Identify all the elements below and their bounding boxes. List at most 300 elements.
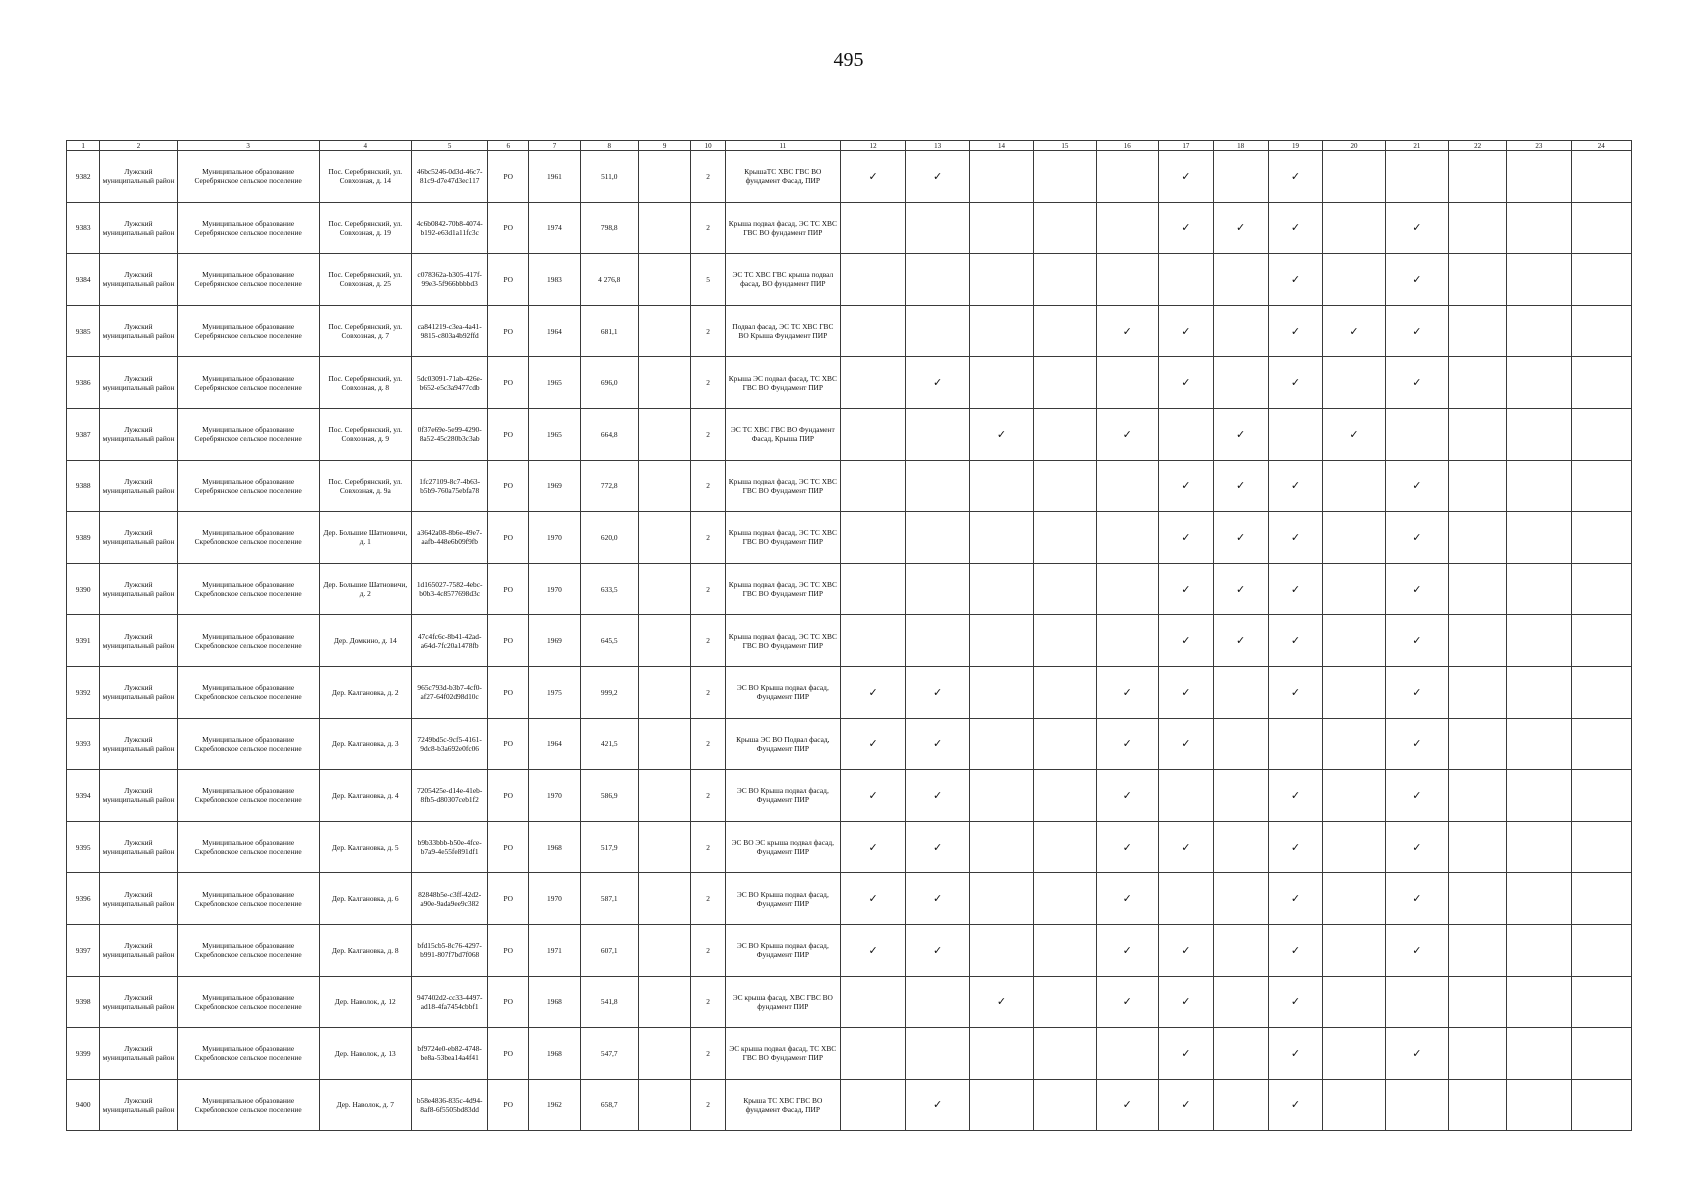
empty-cell: [1034, 512, 1096, 564]
column-9-value-cell: [638, 976, 691, 1028]
district-cell: Лужский муниципальный район: [100, 976, 177, 1028]
empty-cell: [969, 615, 1033, 667]
empty-cell: [840, 1028, 906, 1080]
empty-cell: [1571, 563, 1631, 615]
planned-works-cell: ЭС ВО Крыша подвал фасад, Фундамент ПИР: [725, 873, 840, 925]
record-type-cell: РО: [488, 718, 529, 770]
check-mark-icon: ✓: [1158, 151, 1213, 203]
row-number-cell: 9386: [67, 357, 100, 409]
column-header-2: 2: [100, 141, 177, 151]
total-area-cell: 681,1: [580, 305, 638, 357]
municipality-cell: Муниципальное образование Серебрянское сельское поселение: [177, 408, 319, 460]
table-row: [67, 924, 1632, 976]
column-header-1: 1: [67, 141, 100, 151]
house-guid-cell: a3642a08-8b6e-49e7-aafb-448e6b09f9fb: [412, 512, 488, 564]
column-10-value-cell: 2: [691, 408, 725, 460]
empty-cell: [1096, 615, 1158, 667]
check-mark-icon: ✓: [1096, 976, 1158, 1028]
empty-cell: [1323, 770, 1385, 822]
address-cell: Дер. Большие Шатновичи, д. 1: [319, 512, 411, 564]
row-number-cell: 9382: [67, 151, 100, 203]
check-mark-icon: ✓: [1385, 666, 1448, 718]
build-year-cell: 1969: [529, 615, 581, 667]
empty-cell: [1449, 666, 1507, 718]
house-guid-cell: 47c4fc6c-8b41-42ad-a64d-7fc20a1478fb: [412, 615, 488, 667]
empty-cell: [1034, 821, 1096, 873]
empty-cell: [1449, 460, 1507, 512]
house-guid-cell: 4c6b0842-70b8-4074-b192-e63d1a11fc3c: [412, 202, 488, 254]
empty-cell: [1323, 202, 1385, 254]
column-10-value-cell: 2: [691, 873, 725, 925]
check-mark-icon: ✓: [1213, 460, 1268, 512]
empty-cell: [1449, 718, 1507, 770]
check-mark-icon: ✓: [1213, 512, 1268, 564]
empty-cell: [1096, 460, 1158, 512]
row-number-cell: 9392: [67, 666, 100, 718]
check-mark-icon: ✓: [1268, 563, 1323, 615]
empty-cell: [1449, 202, 1507, 254]
check-mark-icon: ✓: [1385, 460, 1448, 512]
record-type-cell: РО: [488, 563, 529, 615]
total-area-cell: 620,0: [580, 512, 638, 564]
table-row: [67, 770, 1632, 822]
column-header-19: 19: [1268, 141, 1323, 151]
row-number-cell: 9387: [67, 408, 100, 460]
empty-cell: [1323, 615, 1385, 667]
empty-cell: [1571, 718, 1631, 770]
empty-cell: [1449, 821, 1507, 873]
total-area-cell: 696,0: [580, 357, 638, 409]
empty-cell: [1323, 873, 1385, 925]
column-10-value-cell: 2: [691, 666, 725, 718]
row-number-cell: 9383: [67, 202, 100, 254]
empty-cell: [1571, 1028, 1631, 1080]
empty-cell: [1385, 408, 1448, 460]
record-type-cell: РО: [488, 976, 529, 1028]
empty-cell: [1323, 924, 1385, 976]
check-mark-icon: ✓: [1385, 357, 1448, 409]
check-mark-icon: ✓: [1158, 202, 1213, 254]
check-mark-icon: ✓: [906, 770, 969, 822]
empty-cell: [969, 254, 1033, 306]
empty-cell: [1449, 151, 1507, 203]
empty-cell: [1449, 1079, 1507, 1131]
planned-works-cell: Крыша подвал фасад, ЭС ТС ХВС ГВС ВО Фундамент ПИР: [725, 563, 840, 615]
total-area-cell: 511,0: [580, 151, 638, 203]
build-year-cell: 1970: [529, 512, 581, 564]
check-mark-icon: ✓: [906, 1079, 969, 1131]
check-mark-icon: ✓: [1268, 873, 1323, 925]
check-mark-icon: ✓: [1096, 924, 1158, 976]
address-cell: Пос. Серебрянский, ул. Совхозная, д. 9а: [319, 460, 411, 512]
house-guid-cell: b9b33bbb-b50e-4fce-b7a9-4e55fe891df1: [412, 821, 488, 873]
column-header-3: 3: [177, 141, 319, 151]
empty-cell: [1571, 202, 1631, 254]
page-number: 495: [833, 49, 864, 71]
planned-works-cell: Крыша ЭС ВО Подвал фасад, Фундамент ПИР: [725, 718, 840, 770]
empty-cell: [1449, 512, 1507, 564]
address-cell: Пос. Серебрянский, ул. Совхозная, д. 19: [319, 202, 411, 254]
build-year-cell: 1964: [529, 718, 581, 770]
check-mark-icon: ✓: [1096, 718, 1158, 770]
row-number-cell: 9391: [67, 615, 100, 667]
column-9-value-cell: [638, 718, 691, 770]
empty-cell: [969, 924, 1033, 976]
column-header-10: 10: [691, 141, 725, 151]
empty-cell: [1571, 873, 1631, 925]
total-area-cell: 645,5: [580, 615, 638, 667]
planned-works-cell: Подвал фасад, ЭС ТС ХВС ГВС ВО Крыша Фундамент ПИР: [725, 305, 840, 357]
empty-cell: [1323, 357, 1385, 409]
empty-cell: [1158, 408, 1213, 460]
column-10-value-cell: 2: [691, 305, 725, 357]
empty-cell: [1213, 718, 1268, 770]
check-mark-icon: ✓: [1158, 615, 1213, 667]
check-mark-icon: ✓: [1268, 615, 1323, 667]
check-mark-icon: ✓: [1158, 924, 1213, 976]
row-number-cell: 9393: [67, 718, 100, 770]
record-type-cell: РО: [488, 615, 529, 667]
address-cell: Пос. Серебрянский, ул. Совхозная, д. 9: [319, 408, 411, 460]
check-mark-icon: ✓: [1158, 357, 1213, 409]
municipality-cell: Муниципальное образование Скребловское сельское поселение: [177, 666, 319, 718]
total-area-cell: 658,7: [580, 1079, 638, 1131]
record-type-cell: РО: [488, 512, 529, 564]
check-mark-icon: ✓: [1268, 460, 1323, 512]
record-type-cell: РО: [488, 202, 529, 254]
empty-cell: [1034, 460, 1096, 512]
house-guid-cell: 1fc27109-8c7-4b63-b5b9-760a75ebfa78: [412, 460, 488, 512]
house-guid-cell: b58e4836-835c-4d94-8af8-6f5505bd83dd: [412, 1079, 488, 1131]
empty-cell: [1507, 254, 1571, 306]
column-9-value-cell: [638, 151, 691, 203]
column-header-15: 15: [1034, 141, 1096, 151]
check-mark-icon: ✓: [1268, 357, 1323, 409]
table-row: [67, 512, 1632, 564]
municipality-cell: Муниципальное образование Скребловское сельское поселение: [177, 512, 319, 564]
empty-cell: [1096, 254, 1158, 306]
planned-works-cell: ЭС крыша подвал фасад, ТС ХВС ГВС ВО Фундамент ПИР: [725, 1028, 840, 1080]
empty-cell: [1034, 1079, 1096, 1131]
column-10-value-cell: 2: [691, 976, 725, 1028]
district-cell: Лужский муниципальный район: [100, 512, 177, 564]
municipality-cell: Муниципальное образование Серебрянское сельское поселение: [177, 357, 319, 409]
record-type-cell: РО: [488, 873, 529, 925]
check-mark-icon: ✓: [1158, 821, 1213, 873]
column-9-value-cell: [638, 924, 691, 976]
column-9-value-cell: [638, 305, 691, 357]
check-mark-icon: ✓: [1385, 873, 1448, 925]
empty-cell: [1034, 873, 1096, 925]
empty-cell: [969, 512, 1033, 564]
check-mark-icon: ✓: [840, 666, 906, 718]
municipality-cell: Муниципальное образование Серебрянское сельское поселение: [177, 202, 319, 254]
empty-cell: [906, 563, 969, 615]
empty-cell: [969, 873, 1033, 925]
table-row: [67, 408, 1632, 460]
build-year-cell: 1969: [529, 460, 581, 512]
planned-works-cell: ЭС ВО Крыша подвал фасад, Фундамент ПИР: [725, 666, 840, 718]
empty-cell: [1096, 202, 1158, 254]
check-mark-icon: ✓: [906, 151, 969, 203]
empty-cell: [1034, 615, 1096, 667]
build-year-cell: 1970: [529, 563, 581, 615]
check-mark-icon: ✓: [1096, 770, 1158, 822]
empty-cell: [969, 357, 1033, 409]
empty-cell: [1449, 873, 1507, 925]
municipality-cell: Муниципальное образование Скребловское сельское поселение: [177, 718, 319, 770]
empty-cell: [1571, 460, 1631, 512]
empty-cell: [1323, 460, 1385, 512]
total-area-cell: 999,2: [580, 666, 638, 718]
column-10-value-cell: 2: [691, 615, 725, 667]
total-area-cell: 607,1: [580, 924, 638, 976]
table-row: [67, 151, 1632, 203]
check-mark-icon: ✓: [1268, 512, 1323, 564]
empty-cell: [906, 305, 969, 357]
empty-cell: [1571, 254, 1631, 306]
column-header-9: 9: [638, 141, 691, 151]
row-number-cell: 9395: [67, 821, 100, 873]
column-header-11: 11: [725, 141, 840, 151]
empty-cell: [1213, 666, 1268, 718]
empty-cell: [1034, 770, 1096, 822]
total-area-cell: 664,8: [580, 408, 638, 460]
total-area-cell: 547,7: [580, 1028, 638, 1080]
empty-cell: [1449, 254, 1507, 306]
check-mark-icon: ✓: [1158, 666, 1213, 718]
empty-cell: [1507, 151, 1571, 203]
empty-cell: [1096, 151, 1158, 203]
check-mark-icon: ✓: [969, 408, 1033, 460]
row-number-cell: 9396: [67, 873, 100, 925]
district-cell: Лужский муниципальный район: [100, 460, 177, 512]
table-row: [67, 357, 1632, 409]
column-9-value-cell: [638, 873, 691, 925]
table-row: [67, 976, 1632, 1028]
check-mark-icon: ✓: [1158, 512, 1213, 564]
district-cell: Лужский муниципальный район: [100, 408, 177, 460]
planned-works-cell: Крыша подвал фасад, ЭС ТС ХВС ГВС ВО Фундамент ПИР: [725, 512, 840, 564]
column-header-7: 7: [529, 141, 581, 151]
row-number-cell: 9394: [67, 770, 100, 822]
empty-cell: [1158, 873, 1213, 925]
empty-cell: [969, 305, 1033, 357]
check-mark-icon: ✓: [1158, 718, 1213, 770]
house-guid-cell: c078362a-b305-417f-99e3-5f966bbbbd3: [412, 254, 488, 306]
table-row: [67, 821, 1632, 873]
table-row: [67, 1079, 1632, 1131]
empty-cell: [840, 357, 906, 409]
check-mark-icon: ✓: [1096, 1079, 1158, 1131]
check-mark-icon: ✓: [1158, 1079, 1213, 1131]
check-mark-icon: ✓: [1385, 718, 1448, 770]
empty-cell: [1268, 718, 1323, 770]
municipality-cell: Муниципальное образование Серебрянское сельское поселение: [177, 254, 319, 306]
column-header-22: 22: [1449, 141, 1507, 151]
check-mark-icon: ✓: [1158, 1028, 1213, 1080]
house-guid-cell: 5dc03091-71ab-426e-b652-e5c3a9477cdb: [412, 357, 488, 409]
empty-cell: [1507, 666, 1571, 718]
row-number-cell: 9400: [67, 1079, 100, 1131]
district-cell: Лужский муниципальный район: [100, 718, 177, 770]
column-header-13: 13: [906, 141, 969, 151]
total-area-cell: 421,5: [580, 718, 638, 770]
district-cell: Лужский муниципальный район: [100, 563, 177, 615]
check-mark-icon: ✓: [1268, 1079, 1323, 1131]
empty-cell: [969, 202, 1033, 254]
empty-cell: [1213, 1028, 1268, 1080]
build-year-cell: 1965: [529, 357, 581, 409]
build-year-cell: 1974: [529, 202, 581, 254]
empty-cell: [1096, 563, 1158, 615]
empty-cell: [1034, 202, 1096, 254]
empty-cell: [1571, 924, 1631, 976]
empty-cell: [1449, 976, 1507, 1028]
empty-cell: [969, 770, 1033, 822]
address-cell: Дер. Калгановка, д. 6: [319, 873, 411, 925]
empty-cell: [1507, 512, 1571, 564]
municipality-cell: Муниципальное образование Серебрянское сельское поселение: [177, 151, 319, 203]
empty-cell: [1571, 770, 1631, 822]
house-guid-cell: 947402d2-cc33-4497-ad18-4fa7454cbbf1: [412, 976, 488, 1028]
empty-cell: [1213, 305, 1268, 357]
empty-cell: [969, 460, 1033, 512]
check-mark-icon: ✓: [1096, 305, 1158, 357]
table-row: [67, 202, 1632, 254]
check-mark-icon: ✓: [1158, 305, 1213, 357]
planned-works-cell: Крыша подвал фасад, ЭС ТС ХВС ГВС ВО фундамент ПИР: [725, 202, 840, 254]
empty-cell: [1034, 254, 1096, 306]
row-number-cell: 9390: [67, 563, 100, 615]
empty-cell: [1158, 254, 1213, 306]
column-9-value-cell: [638, 821, 691, 873]
table-body: [67, 151, 1632, 1131]
empty-cell: [1034, 408, 1096, 460]
check-mark-icon: ✓: [1268, 924, 1323, 976]
record-type-cell: РО: [488, 357, 529, 409]
empty-cell: [1507, 1028, 1571, 1080]
column-10-value-cell: 2: [691, 770, 725, 822]
municipality-cell: Муниципальное образование Скребловское сельское поселение: [177, 873, 319, 925]
empty-cell: [1571, 1079, 1631, 1131]
column-header-20: 20: [1323, 141, 1385, 151]
total-area-cell: 4 276,8: [580, 254, 638, 306]
check-mark-icon: ✓: [1213, 563, 1268, 615]
address-cell: Дер. Калгановка, д. 5: [319, 821, 411, 873]
table-row: [67, 460, 1632, 512]
column-9-value-cell: [638, 615, 691, 667]
check-mark-icon: ✓: [906, 924, 969, 976]
table-row: [67, 873, 1632, 925]
district-cell: Лужский муниципальный район: [100, 254, 177, 306]
empty-cell: [1571, 821, 1631, 873]
column-header-6: 6: [488, 141, 529, 151]
column-10-value-cell: 2: [691, 202, 725, 254]
empty-cell: [906, 976, 969, 1028]
empty-cell: [1507, 615, 1571, 667]
empty-cell: [1571, 976, 1631, 1028]
check-mark-icon: ✓: [1385, 305, 1448, 357]
record-type-cell: РО: [488, 151, 529, 203]
empty-cell: [840, 615, 906, 667]
total-area-cell: 772,8: [580, 460, 638, 512]
table-row: [67, 615, 1632, 667]
district-cell: Лужский муниципальный район: [100, 666, 177, 718]
address-cell: Дер. Калгановка, д. 3: [319, 718, 411, 770]
column-10-value-cell: 2: [691, 1079, 725, 1131]
build-year-cell: 1961: [529, 151, 581, 203]
build-year-cell: 1968: [529, 976, 581, 1028]
check-mark-icon: ✓: [1268, 1028, 1323, 1080]
empty-cell: [1213, 357, 1268, 409]
check-mark-icon: ✓: [1096, 666, 1158, 718]
table-row: [67, 718, 1632, 770]
empty-cell: [1034, 666, 1096, 718]
check-mark-icon: ✓: [840, 821, 906, 873]
address-cell: Дер. Наволок, д. 12: [319, 976, 411, 1028]
empty-cell: [1507, 873, 1571, 925]
build-year-cell: 1968: [529, 1028, 581, 1080]
empty-cell: [840, 512, 906, 564]
empty-cell: [1385, 1079, 1448, 1131]
house-guid-cell: 0f37e69e-5e99-4290-8a52-45c280b3c3ab: [412, 408, 488, 460]
empty-cell: [840, 408, 906, 460]
row-number-cell: 9388: [67, 460, 100, 512]
planned-works-cell: Крыша ЭС подвал фасад, ТС ХВС ГВС ВО Фундамент ПИР: [725, 357, 840, 409]
record-type-cell: РО: [488, 821, 529, 873]
build-year-cell: 1968: [529, 821, 581, 873]
empty-cell: [840, 202, 906, 254]
check-mark-icon: ✓: [1213, 615, 1268, 667]
row-number-cell: 9397: [67, 924, 100, 976]
empty-cell: [906, 408, 969, 460]
planned-works-cell: ЭС ВО Крыша подвал фасад, Фундамент ПИР: [725, 770, 840, 822]
check-mark-icon: ✓: [1323, 305, 1385, 357]
empty-cell: [906, 202, 969, 254]
total-area-cell: 586,9: [580, 770, 638, 822]
check-mark-icon: ✓: [1096, 873, 1158, 925]
planned-works-cell: ЭС ВО Крыша подвал фасад, Фундамент ПИР: [725, 924, 840, 976]
empty-cell: [1507, 202, 1571, 254]
check-mark-icon: ✓: [1158, 976, 1213, 1028]
column-9-value-cell: [638, 512, 691, 564]
check-mark-icon: ✓: [906, 718, 969, 770]
check-mark-icon: ✓: [1268, 254, 1323, 306]
empty-cell: [1571, 408, 1631, 460]
empty-cell: [1449, 615, 1507, 667]
house-guid-cell: 46bc5246-0d3d-46c7-81c9-d7e47d3ec117: [412, 151, 488, 203]
district-cell: Лужский муниципальный район: [100, 1028, 177, 1080]
empty-cell: [1385, 976, 1448, 1028]
check-mark-icon: ✓: [840, 873, 906, 925]
house-guid-cell: ca841219-c3ea-4a41-9815-c803a4b92ffd: [412, 305, 488, 357]
record-type-cell: РО: [488, 666, 529, 718]
empty-cell: [1449, 408, 1507, 460]
table-row: [67, 254, 1632, 306]
empty-cell: [1213, 151, 1268, 203]
column-header-21: 21: [1385, 141, 1448, 151]
district-cell: Лужский муниципальный район: [100, 924, 177, 976]
check-mark-icon: ✓: [906, 821, 969, 873]
column-9-value-cell: [638, 1079, 691, 1131]
empty-cell: [969, 666, 1033, 718]
column-10-value-cell: 2: [691, 512, 725, 564]
row-number-cell: 9399: [67, 1028, 100, 1080]
empty-cell: [1268, 408, 1323, 460]
empty-cell: [1213, 873, 1268, 925]
planned-works-cell: Крыша ТС ХВС ГВС ВО фундамент Фасад, ПИР: [725, 1079, 840, 1131]
